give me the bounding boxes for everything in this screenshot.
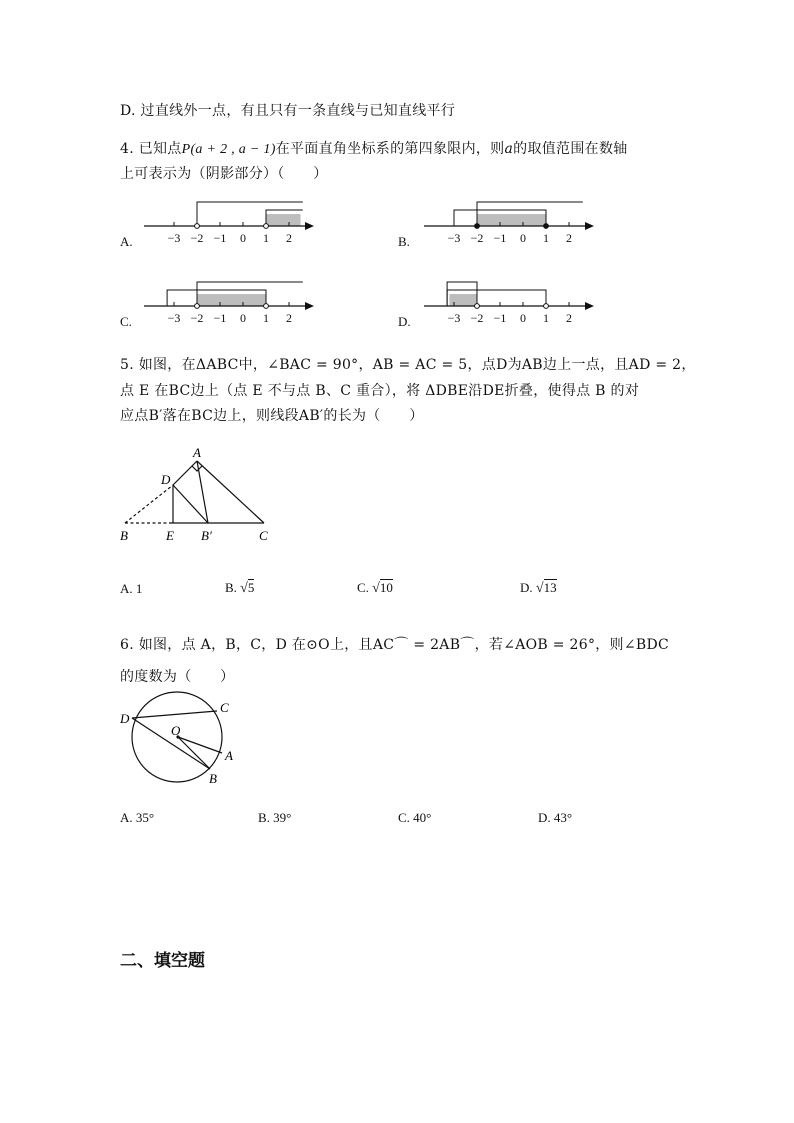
option-label: C. [398, 810, 410, 825]
sqrt-symbol: √ [372, 581, 380, 596]
axis-arrow [305, 302, 314, 310]
q5-triangle-figure [112, 442, 282, 546]
tick-label: 1 [263, 311, 269, 325]
label-d: D [161, 472, 171, 487]
q6-stem-line2: 的度数为（ ） [120, 669, 235, 685]
q5-stem-line3: 应点B′落在BC边上，则线段AB′的长为（ ） [120, 408, 424, 424]
label-o: O [171, 723, 181, 738]
option-value: 39° [273, 810, 292, 825]
q6-option-d[interactable] [538, 810, 572, 826]
option-label: D. [538, 810, 551, 825]
tick-label: 2 [566, 231, 572, 245]
radius-ob [178, 737, 210, 769]
q4-option-a-label[interactable]: A. [120, 234, 133, 249]
q4-stem-line1 [120, 138, 628, 158]
label-b: B [120, 528, 128, 543]
q5-option-c[interactable] [357, 580, 393, 597]
shaded-region [477, 214, 546, 226]
q4-number-line-d [420, 278, 600, 326]
axis-arrow [585, 222, 594, 230]
q4-number-line-b [420, 198, 600, 246]
q5-option-b[interactable] [225, 580, 254, 597]
endpoint-dot [475, 224, 480, 229]
q3-option-d: D. 过直线外一点，有且只有一条直线与已知直线平行 [120, 103, 456, 119]
endpoint-dot [264, 224, 269, 229]
shaded-region [266, 214, 301, 226]
tick-label: −1 [493, 231, 507, 245]
option-value: 1 [135, 581, 143, 596]
radius-oa [178, 737, 222, 753]
option-label: D. [520, 580, 533, 595]
tick-label: 1 [543, 231, 549, 245]
q5-option-a[interactable] [120, 581, 142, 597]
radicand: 10 [379, 580, 393, 595]
tick-label: 0 [520, 311, 526, 325]
label-a: A [225, 748, 233, 763]
q4-stem-line2: 上可表示为（阴影部分）（ ） [120, 166, 328, 182]
endpoint-dot [195, 224, 200, 229]
q5-stem-line1: 5. 如图，在ΔABC中，∠BAC = 90°，AB = AC = 5，点D为AB边上一点，且AD = 2， [120, 357, 696, 373]
endpoint-dot [475, 304, 480, 309]
axis-arrow [305, 222, 314, 230]
option-label: B. [225, 580, 237, 595]
segment-ad [173, 461, 197, 485]
q6-option-b[interactable] [258, 810, 291, 826]
sqrt-symbol: √ [240, 581, 248, 596]
label-a: A [193, 445, 201, 460]
option-label: A. [120, 810, 133, 825]
q6-option-a[interactable] [120, 810, 154, 826]
tick-label: 0 [520, 231, 526, 245]
section-2-heading: 二、填空题 [120, 951, 205, 971]
label-b-prime: B′ [201, 528, 212, 543]
q4-stem-part1: 4. 已知点 [120, 141, 182, 157]
q4-stem-part2: 在平面直角坐标系的第四象限内，则 [275, 141, 505, 157]
q4-number-line-c [140, 278, 320, 326]
q4-var-a: a [504, 141, 514, 157]
tick-label: 0 [240, 231, 246, 245]
label-d: D [120, 711, 130, 726]
option-value: 43° [553, 810, 573, 825]
q4-option-c-label[interactable]: C. [120, 314, 132, 329]
tick-label: −3 [447, 231, 461, 245]
option-label: C. [357, 580, 369, 595]
q4-number-line-a [140, 198, 320, 246]
option-value: 40° [413, 810, 432, 825]
tick-label: 0 [240, 311, 246, 325]
endpoint-dot [544, 224, 549, 229]
q5-stem-line2: 点 E 在BC边上（点 E 不与点 B、C 重合），将 ΔDBE沿DE折叠，使得点 B 的对 [120, 383, 640, 399]
label-c: C [220, 700, 229, 715]
tick-label: −2 [190, 231, 204, 245]
tick-label: 1 [263, 231, 269, 245]
tick-label: −1 [213, 311, 227, 325]
q4-option-d-label[interactable]: D. [398, 314, 411, 329]
q4-point-expr: P(a + 2 , a − 1) [181, 142, 276, 157]
tick-label: −3 [447, 311, 461, 325]
tick-label: −2 [470, 311, 484, 325]
axis-arrow [585, 302, 594, 310]
option-value: 35° [135, 810, 155, 825]
tick-label: −1 [213, 231, 227, 245]
tick-label: 2 [286, 311, 292, 325]
tick-label: 2 [286, 231, 292, 245]
endpoint-dot [544, 304, 549, 309]
segment-bd-dashed [125, 485, 173, 523]
label-c: C [259, 528, 268, 543]
tick-label: −3 [167, 231, 181, 245]
tick-label: 2 [566, 311, 572, 325]
sqrt-symbol: √ [535, 581, 544, 596]
q4-stem-part3: 的取值范围在数轴 [513, 141, 628, 157]
chord-dc [132, 711, 217, 718]
q6-circle-figure [112, 690, 252, 794]
label-e: E [166, 528, 174, 543]
label-b: B [209, 771, 217, 786]
option-label: B. [258, 810, 270, 825]
tick-label: 1 [543, 311, 549, 325]
segment-ac [197, 461, 264, 523]
radicand: 13 [543, 580, 557, 595]
endpoint-dot [195, 304, 200, 309]
shaded-region [197, 294, 266, 306]
endpoint-dot [264, 304, 269, 309]
q6-stem-line1: 6. 如图，点 A，B，C，D 在⊙O上，且AC⌒ = 2AB⌒，若∠AOB = 26°，则∠BDC [120, 637, 670, 653]
option-label: A. [120, 581, 133, 596]
radicand: 5 [247, 580, 255, 595]
tick-label: −1 [493, 311, 507, 325]
tick-label: −3 [167, 311, 181, 325]
q4-option-b-label[interactable]: B. [398, 234, 410, 249]
q6-option-c[interactable] [398, 810, 431, 826]
tick-label: −2 [190, 311, 204, 325]
tick-label: −2 [470, 231, 484, 245]
right-angle-mark [192, 466, 202, 471]
q5-option-d[interactable] [520, 580, 557, 597]
